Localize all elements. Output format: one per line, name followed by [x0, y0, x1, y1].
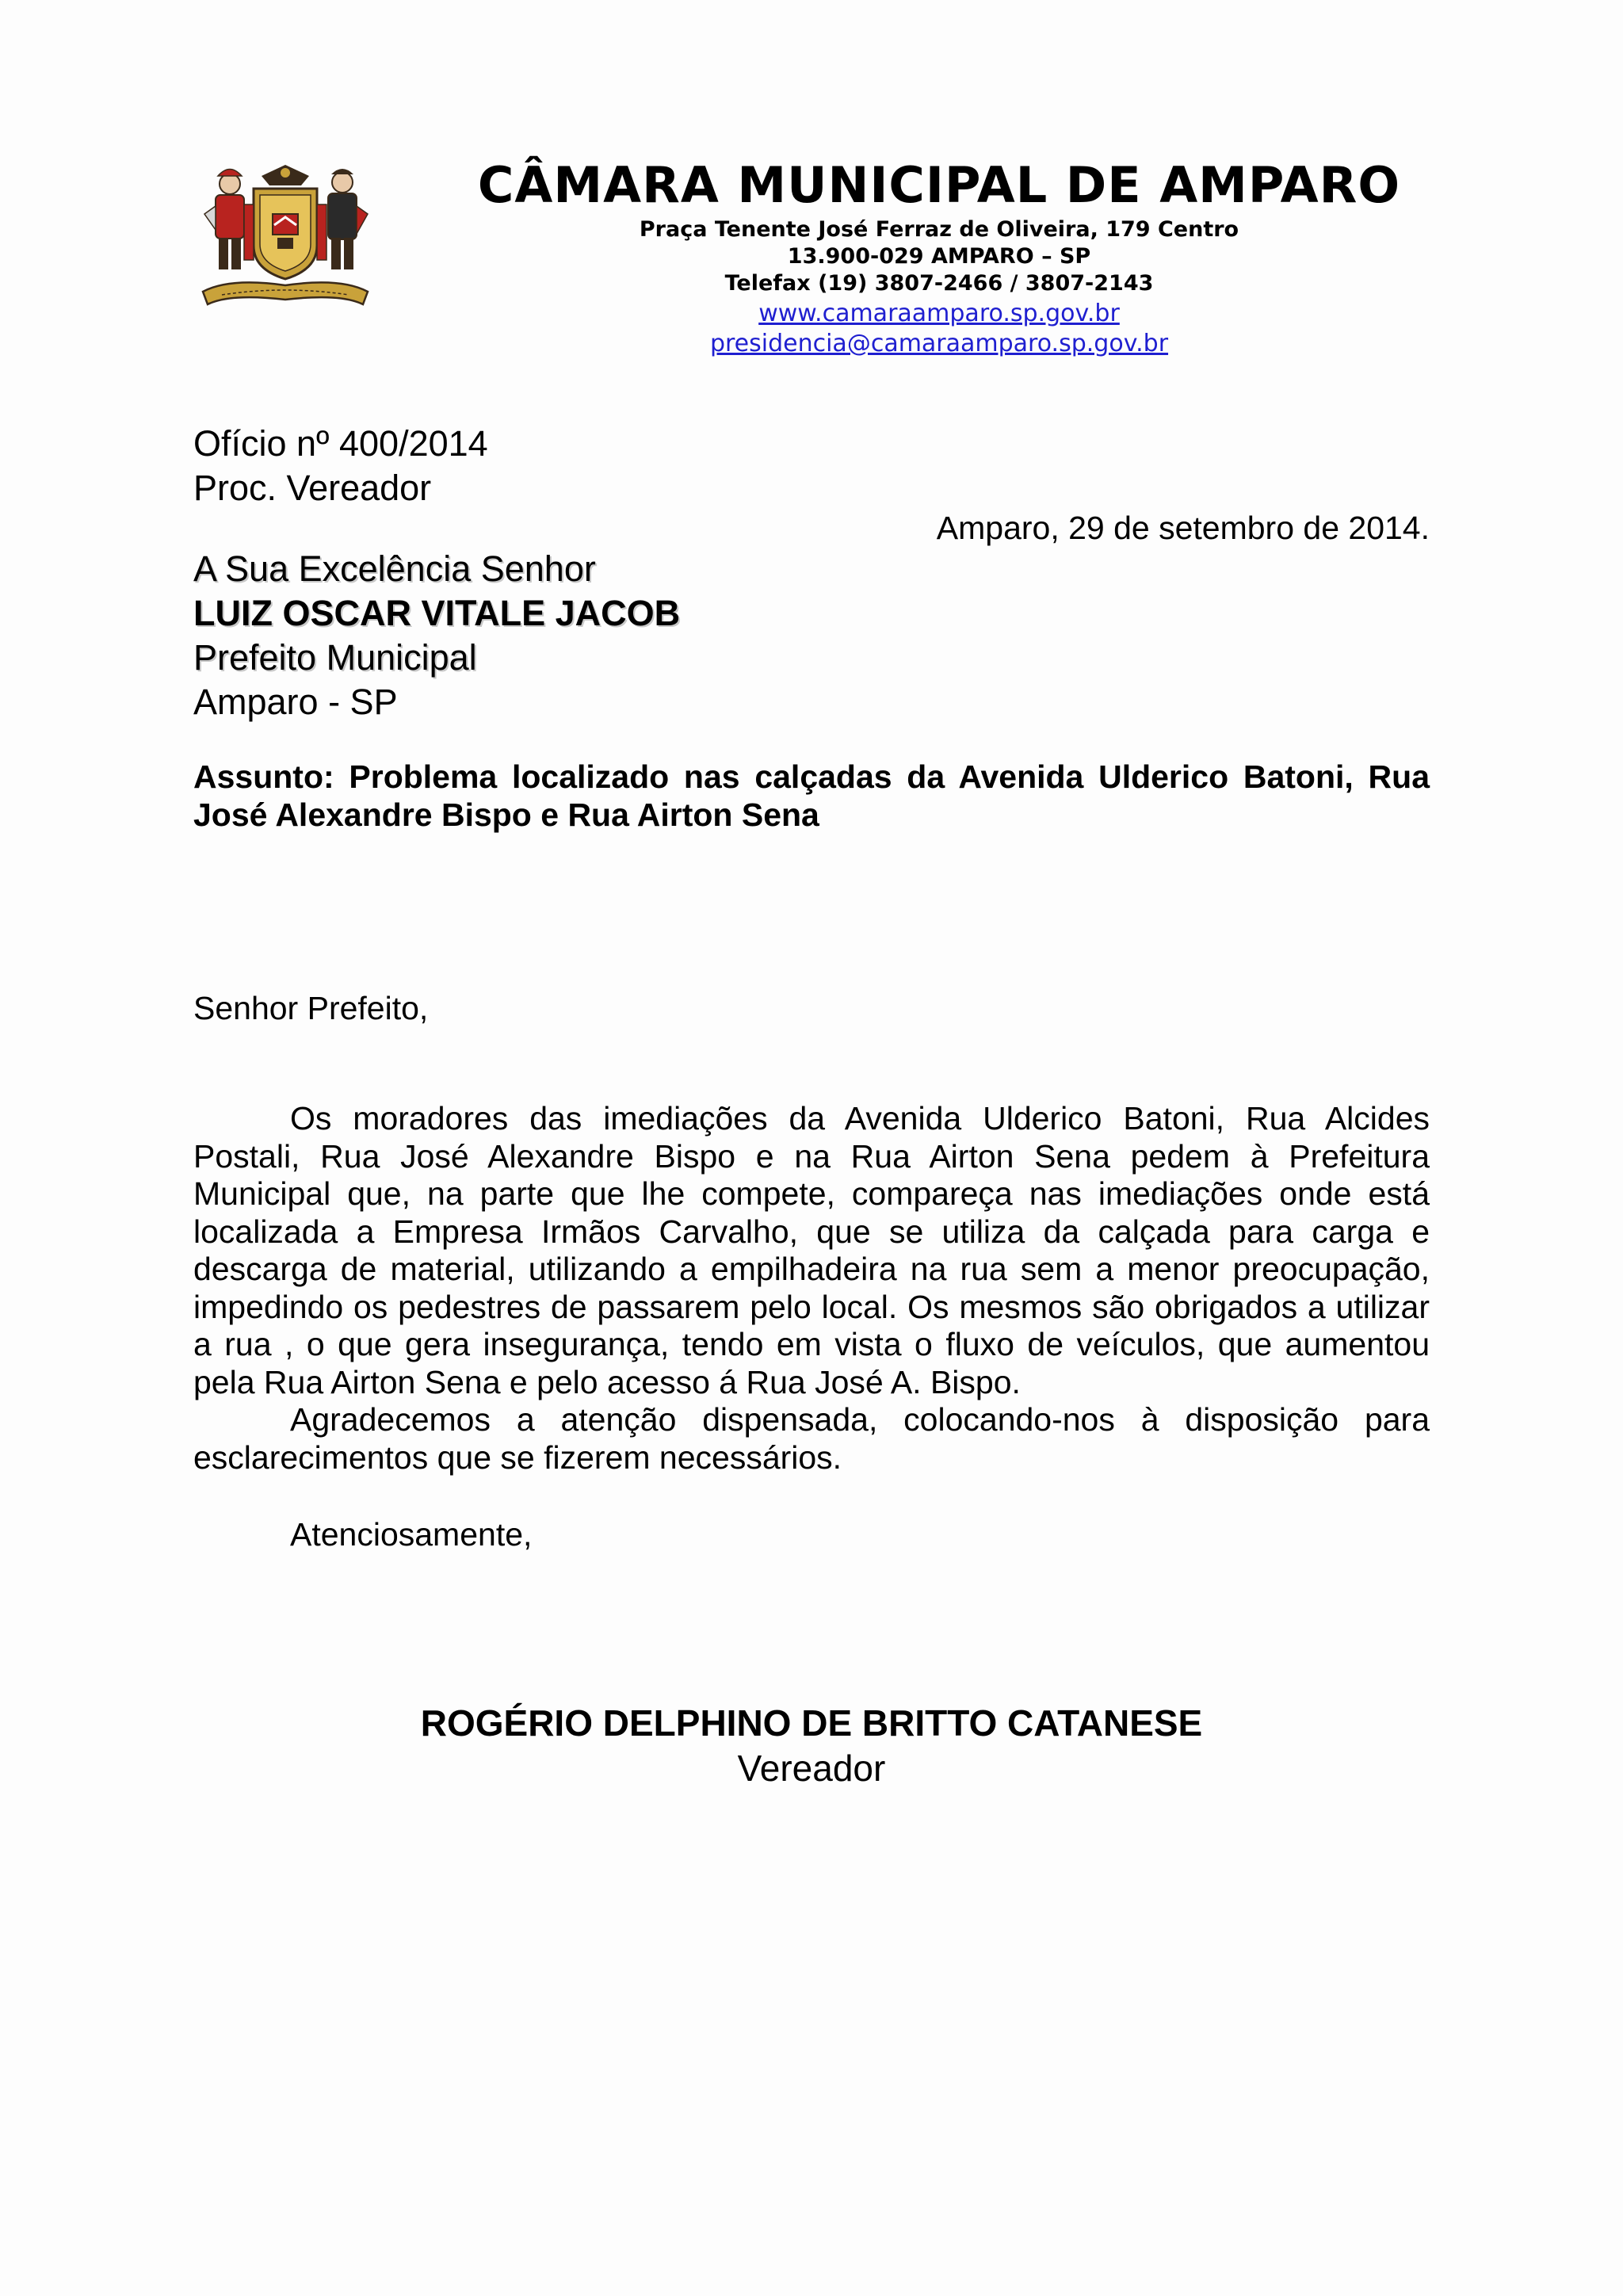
body-paragraph: Os moradores das imediações da Avenida Ulderico Batoni, Rua Alcides Postali, Rua José Alexandre Bispo e na Rua Airton Sena pedem à Prefeitura Municipal que, na parte que lhe compete, compareça nas imediações onde está localizada a Empresa Irmãos Carvalho, que se utiliza da calçada para carga e descarga de material, utilizando a empilhadeira na rua sem a menor preocupação, impedindo os pedestres de passarem pelo local. Os mesmos são obrigados a utilizar a rua , o que gera insegurança, tendo em vista o fluxo de veículos, que aumentou pela Rua Airton Sena e pelo acesso á Rua José A. Bispo. [193, 1100, 1430, 1400]
letterhead [428, 155, 1450, 359]
salutation: Senhor Prefeito, [193, 990, 429, 1026]
closing: Atenciosamente, [290, 1516, 533, 1553]
addressee-location: Amparo - SP [193, 682, 398, 722]
letter-subject: Assunto: Problema localizado nas calçadas da Avenida Ulderico Batoni, Rua José Alexandre Bispo e Rua Airton Sena [193, 758, 1430, 833]
letter-body [193, 1100, 1430, 1477]
organization-address: Praça Tenente José Ferraz de Oliveira, 179 Centro [639, 217, 1239, 242]
oficio-number: Ofício nº 400/2014 [193, 423, 488, 464]
website-link[interactable]: www.camaraamparo.sp.gov.br [758, 300, 1120, 327]
signature-block [193, 1701, 1430, 1791]
letter-date: Amparo, 29 de setembro de 2014. [936, 510, 1430, 546]
signatory-title: Vereador [737, 1748, 886, 1789]
municipal-coat-of-arms-icon [198, 159, 372, 313]
process-reference: Proc. Vereador [193, 468, 432, 508]
addressee-name: LUIZ OSCAR VITALE JACOB [193, 593, 681, 633]
email-link[interactable]: presidencia@camaraamparo.sp.gov.br [709, 330, 1169, 357]
body-paragraph: Agradecemos a atenção dispensada, colocando-nos à disposição para esclarecimentos que se fizerem necessários. [193, 1401, 1430, 1476]
signatory-name: ROGÉRIO DELPHINO DE BRITTO CATANESE [420, 1702, 1203, 1744]
addressee-greeting: A Sua Excelência Senhor [193, 548, 596, 589]
organization-postal-code: 13.900-029 AMPARO – SP [787, 244, 1091, 269]
addressee-block [193, 547, 680, 724]
letter-reference [193, 422, 488, 510]
addressee-title: Prefeito Municipal [193, 637, 477, 678]
organization-phone: Telefax (19) 3807-2466 / 3807-2143 [724, 271, 1154, 296]
organization-name: CÂMARA MUNICIPAL DE AMPARO [477, 156, 1401, 214]
